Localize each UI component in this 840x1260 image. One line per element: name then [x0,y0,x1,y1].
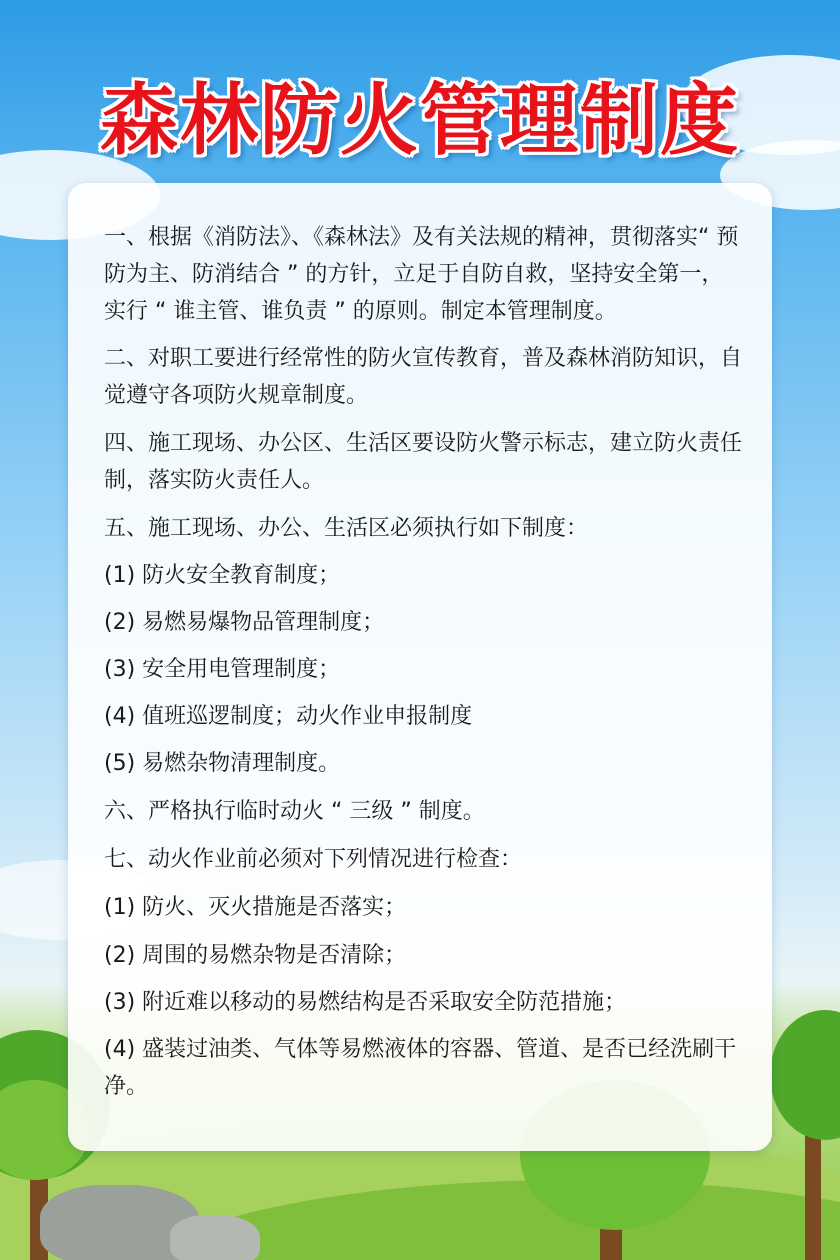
rock-small [170,1215,260,1260]
list-item: (4) 盛装过油类、气体等易燃液体的容器、管道、是否已经洗刷干净。 [104,1037,737,1099]
rule-paragraph-6: 六、严格执行临时动火 “ 三级 ” 制度。 [104,799,485,824]
list-item: (1) 防火安全教育制度； [104,563,341,588]
list-item: (1) 防火、灭火措施是否落实； [104,895,407,920]
list-item: (2) 易燃易爆物品管理制度； [104,610,385,635]
list-item: (4) 值班巡逻制度；动火作业申报制度 [104,704,473,729]
list-item: (3) 安全用电管理制度； [104,657,341,682]
tree-far-right-crown [770,1010,840,1140]
rule-paragraph-2: 二、对职工要进行经常性的防火宣传教育，普及森林消防知识，自觉遵守各项防火规章制度。 [104,346,743,408]
rule-paragraph-5: 五、施工现场、办公、生活区必须执行如下制度： [104,516,589,541]
list-item: (2) 周围的易燃杂物是否清除； [104,943,407,968]
rule-paragraph-4: 四、施工现场、办公区、生活区要设防火警示标志，建立防火责任制，落实防火责任人。 [104,431,743,493]
page-title: 森林防火管理制度 [99,76,740,166]
rule-paragraph-7: 七、动火作业前必须对下列情况进行检查： [104,847,523,872]
rule-paragraph-1: 一、根据《消防法》、《森林法》及有关法规的精神，贯彻落实“ 预防为主、防消结合 ” 的方针，立足于自防自救，坚持安全第一，实行 “ 谁主管、谁负责 ” 的原则。制定本管理制度。 [104,225,739,324]
list-item: (5) 易燃杂物清理制度。 [104,751,341,776]
list-item: (3) 附近难以移动的易燃结构是否采取安全防范措施； [104,990,627,1015]
